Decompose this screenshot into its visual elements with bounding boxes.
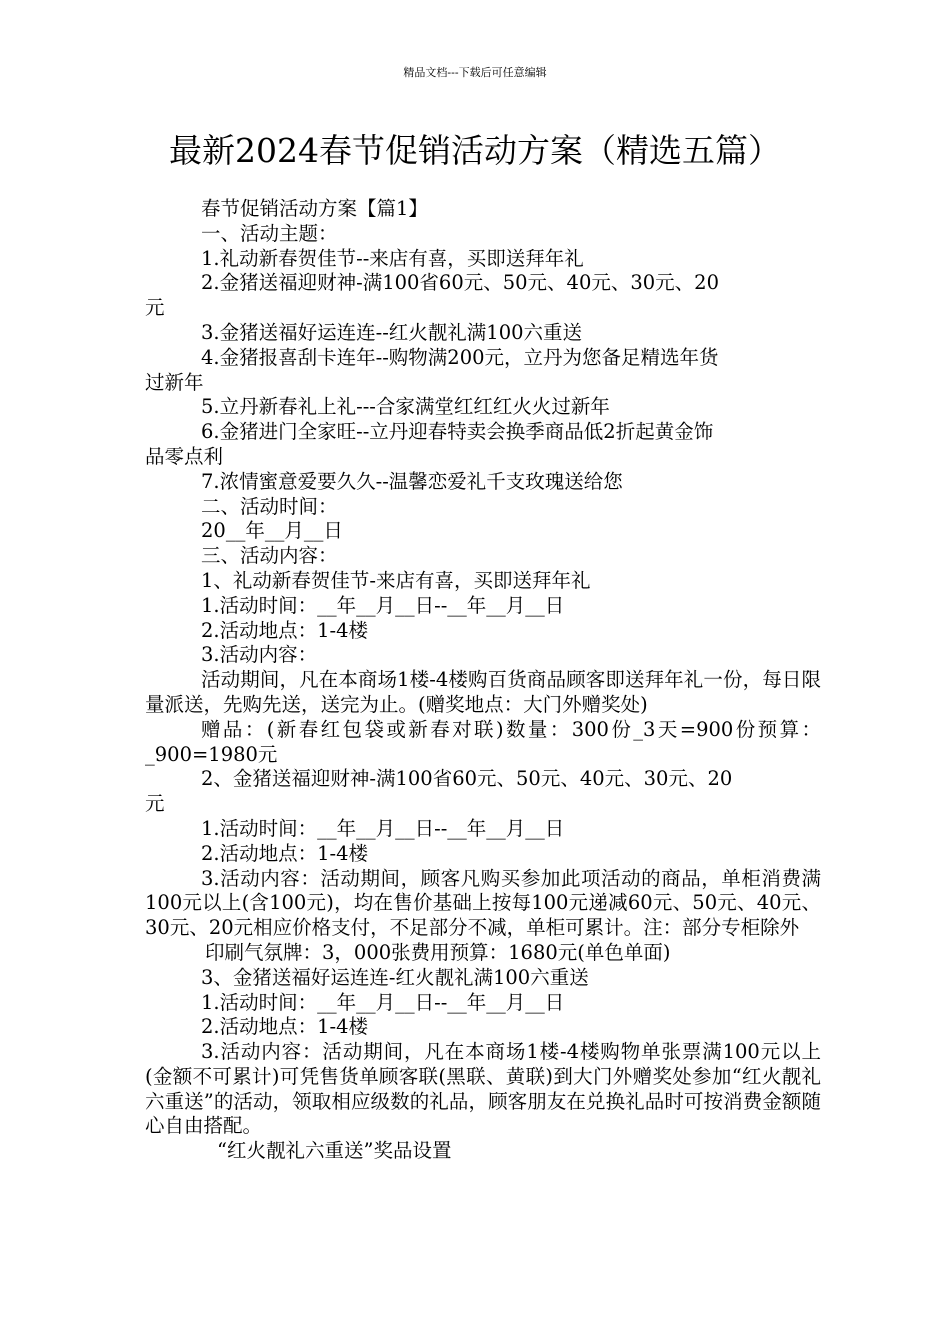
subsection-heading: 2、金猪送福迎财神-满100省60元、50元、40元、30元、20 [201,767,733,791]
list-item: 1.活动时间：__年__月__日--__年__月__日 [201,990,565,1014]
list-item: 4.金猪报喜刮卡连年--购物满200元，立丹为您备足精选年货 [201,345,719,369]
list-item: 5.立丹新春礼上礼---合家满堂红红红火火过新年 [201,395,610,419]
section-heading: 一、活动主题： [201,221,338,245]
list-item-continuation: 品零点利 [145,444,224,468]
section-heading: 三、活动内容： [201,544,338,568]
list-item: 2.金猪送福迎财神-满100省60元、50元、40元、30元、20 [201,271,719,295]
paragraph: 活动期间，凡在本商场1楼-4楼购百货商品顾客即送拜年礼一份，每日限量派送，先购先送，送完为止。(赠奖地点：大门外赠奖处) [145,668,821,716]
list-item: 2.活动地点：1-4楼 [201,1015,369,1039]
list-item: 7.浓情蜜意爱要久久--温馨恋爱礼千支玫瑰送给您 [201,469,623,493]
subsection-heading: 1、礼动新春贺佳节-来店有喜，买即送拜年礼 [201,568,591,592]
section-heading: 二、活动时间： [201,494,338,518]
text-line: 20__年__月__日 [201,519,343,543]
list-item: 1.活动时间：__年__月__日--__年__月__日 [201,816,565,840]
document-title: 最新2024春节促销活动方案（精选五篇） [169,131,781,170]
list-item: 2.活动地点：1-4楼 [201,841,369,865]
text-line: “红火靓礼六重送”奖品设置 [217,1139,452,1163]
list-item: 1.活动时间：__年__月__日--__年__月__日 [201,593,565,617]
list-item-continuation: 元 [145,296,165,320]
section-heading: 春节促销活动方案【篇1】 [201,197,428,220]
paragraph: 3.活动内容：活动期间，顾客凡购买参加此项活动的商品，单柜消费满100元以上(含100元)，均在售价基础上按每100元递减60元、50元、40元、30元、20元相应价格支付，不足部分不减，单柜可累计。注：部分专柜除外 [145,866,821,940]
paragraph: 赠品：(新春红包袋或新春对联)数量：300份_3天=900份预算：_900=1980元 [145,717,821,766]
page-header-note: 精品文档---下载后可任意编辑 [403,66,547,79]
paragraph: 3.活动内容：活动期间，凡在本商场1楼-4楼购物单张票满100元以上(金额不可累计)可凭售货单顾客联(黑联、黄联)到大门外赠奖处参加“红火靓礼六重送”的活动，领取相应级数的礼品，顾客朋友在兑换礼品时可按消费金额随心自由搭配。 [145,1040,821,1138]
list-item-continuation: 过新年 [145,370,204,394]
text-line: 印刷气氛牌：3，000张费用预算：1680元(单色单面) [205,940,671,964]
list-item: 6.金猪进门全家旺--立丹迎春特卖会换季商品低2折起黄金饰 [201,420,714,444]
document-body [145,197,821,1164]
list-item: 2.活动地点：1-4楼 [201,618,369,642]
list-item: 3.金猪送福好运连连--红火靓礼满100六重送 [201,320,583,344]
subsection-heading: 3、金猪送福好运连连-红火靓礼满100六重送 [201,965,589,989]
list-item: 1.礼动新春贺佳节--来店有喜，买即送拜年礼 [201,246,584,270]
list-item: 3.活动内容： [201,643,318,667]
subsection-heading-continuation: 元 [145,792,165,816]
